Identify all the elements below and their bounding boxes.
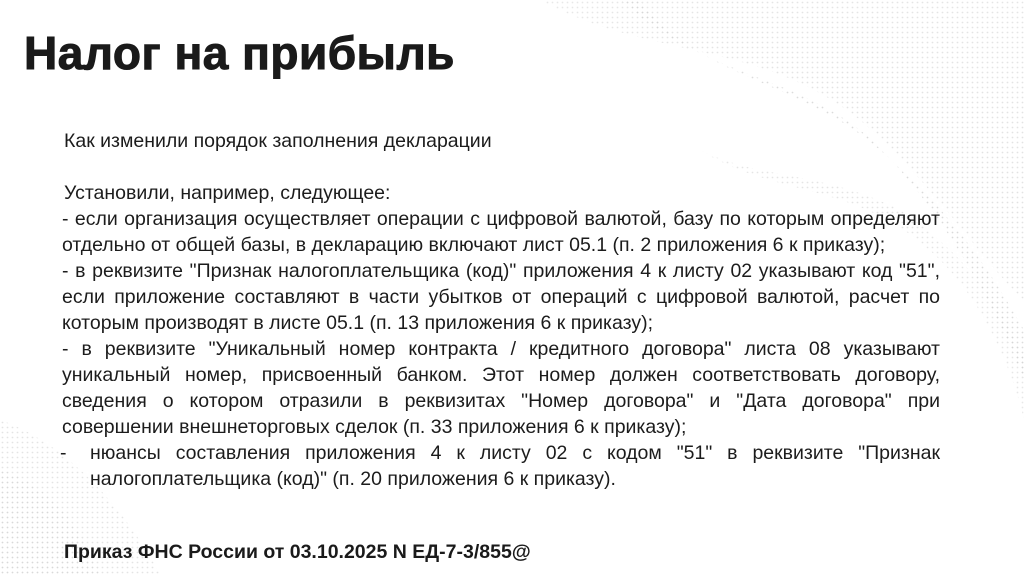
- spacer: [50, 154, 940, 180]
- section-subtitle: Как изменили порядок заполнения декларации: [64, 130, 492, 152]
- intro-text: Установили, например, следующее:: [64, 182, 391, 204]
- list-item: - если организация осуществляет операции с цифровой валютой, базу по которым определяют отдельно от общей базы, в декларацию включают лист 05.1 (п. 2 приложения 6 к приказу);: [62, 208, 940, 256]
- list-item-marker: -: [60, 442, 67, 464]
- content-block: [50, 128, 940, 492]
- slide-title: Налог на прибыль: [24, 27, 455, 79]
- source-reference: Приказ ФНС России от 03.10.2025 N ЕД-7-3/855@: [64, 541, 531, 563]
- list-item: [50, 440, 940, 492]
- list-item-text: нюансы составления приложения 4 к листу 02 с кодом "51" в реквизите "Признак налогоплательщика (код)" (п. 20 приложения 6 к приказу).: [90, 442, 940, 490]
- list-item: - в реквизите "Уникальный номер контракта / кредитного договора" листа 08 указывают уникальный номер, присвоенный банком. Этот номер должен соответствовать договору, сведения о котором отразили в реквизитах "Номер договора" и "Дата договора" при совершении внешнеторговых сделок (п. 33 приложения 6 к приказу);: [62, 338, 940, 438]
- list-item: - в реквизите "Признак налогоплательщика (код)" приложения 4 к листу 02 указывают код "51", если приложение составляют в части убытков от операций с цифровой валютой, расчет по которым производят в листе 05.1 (п. 13 приложения 6 к приказу);: [62, 260, 940, 334]
